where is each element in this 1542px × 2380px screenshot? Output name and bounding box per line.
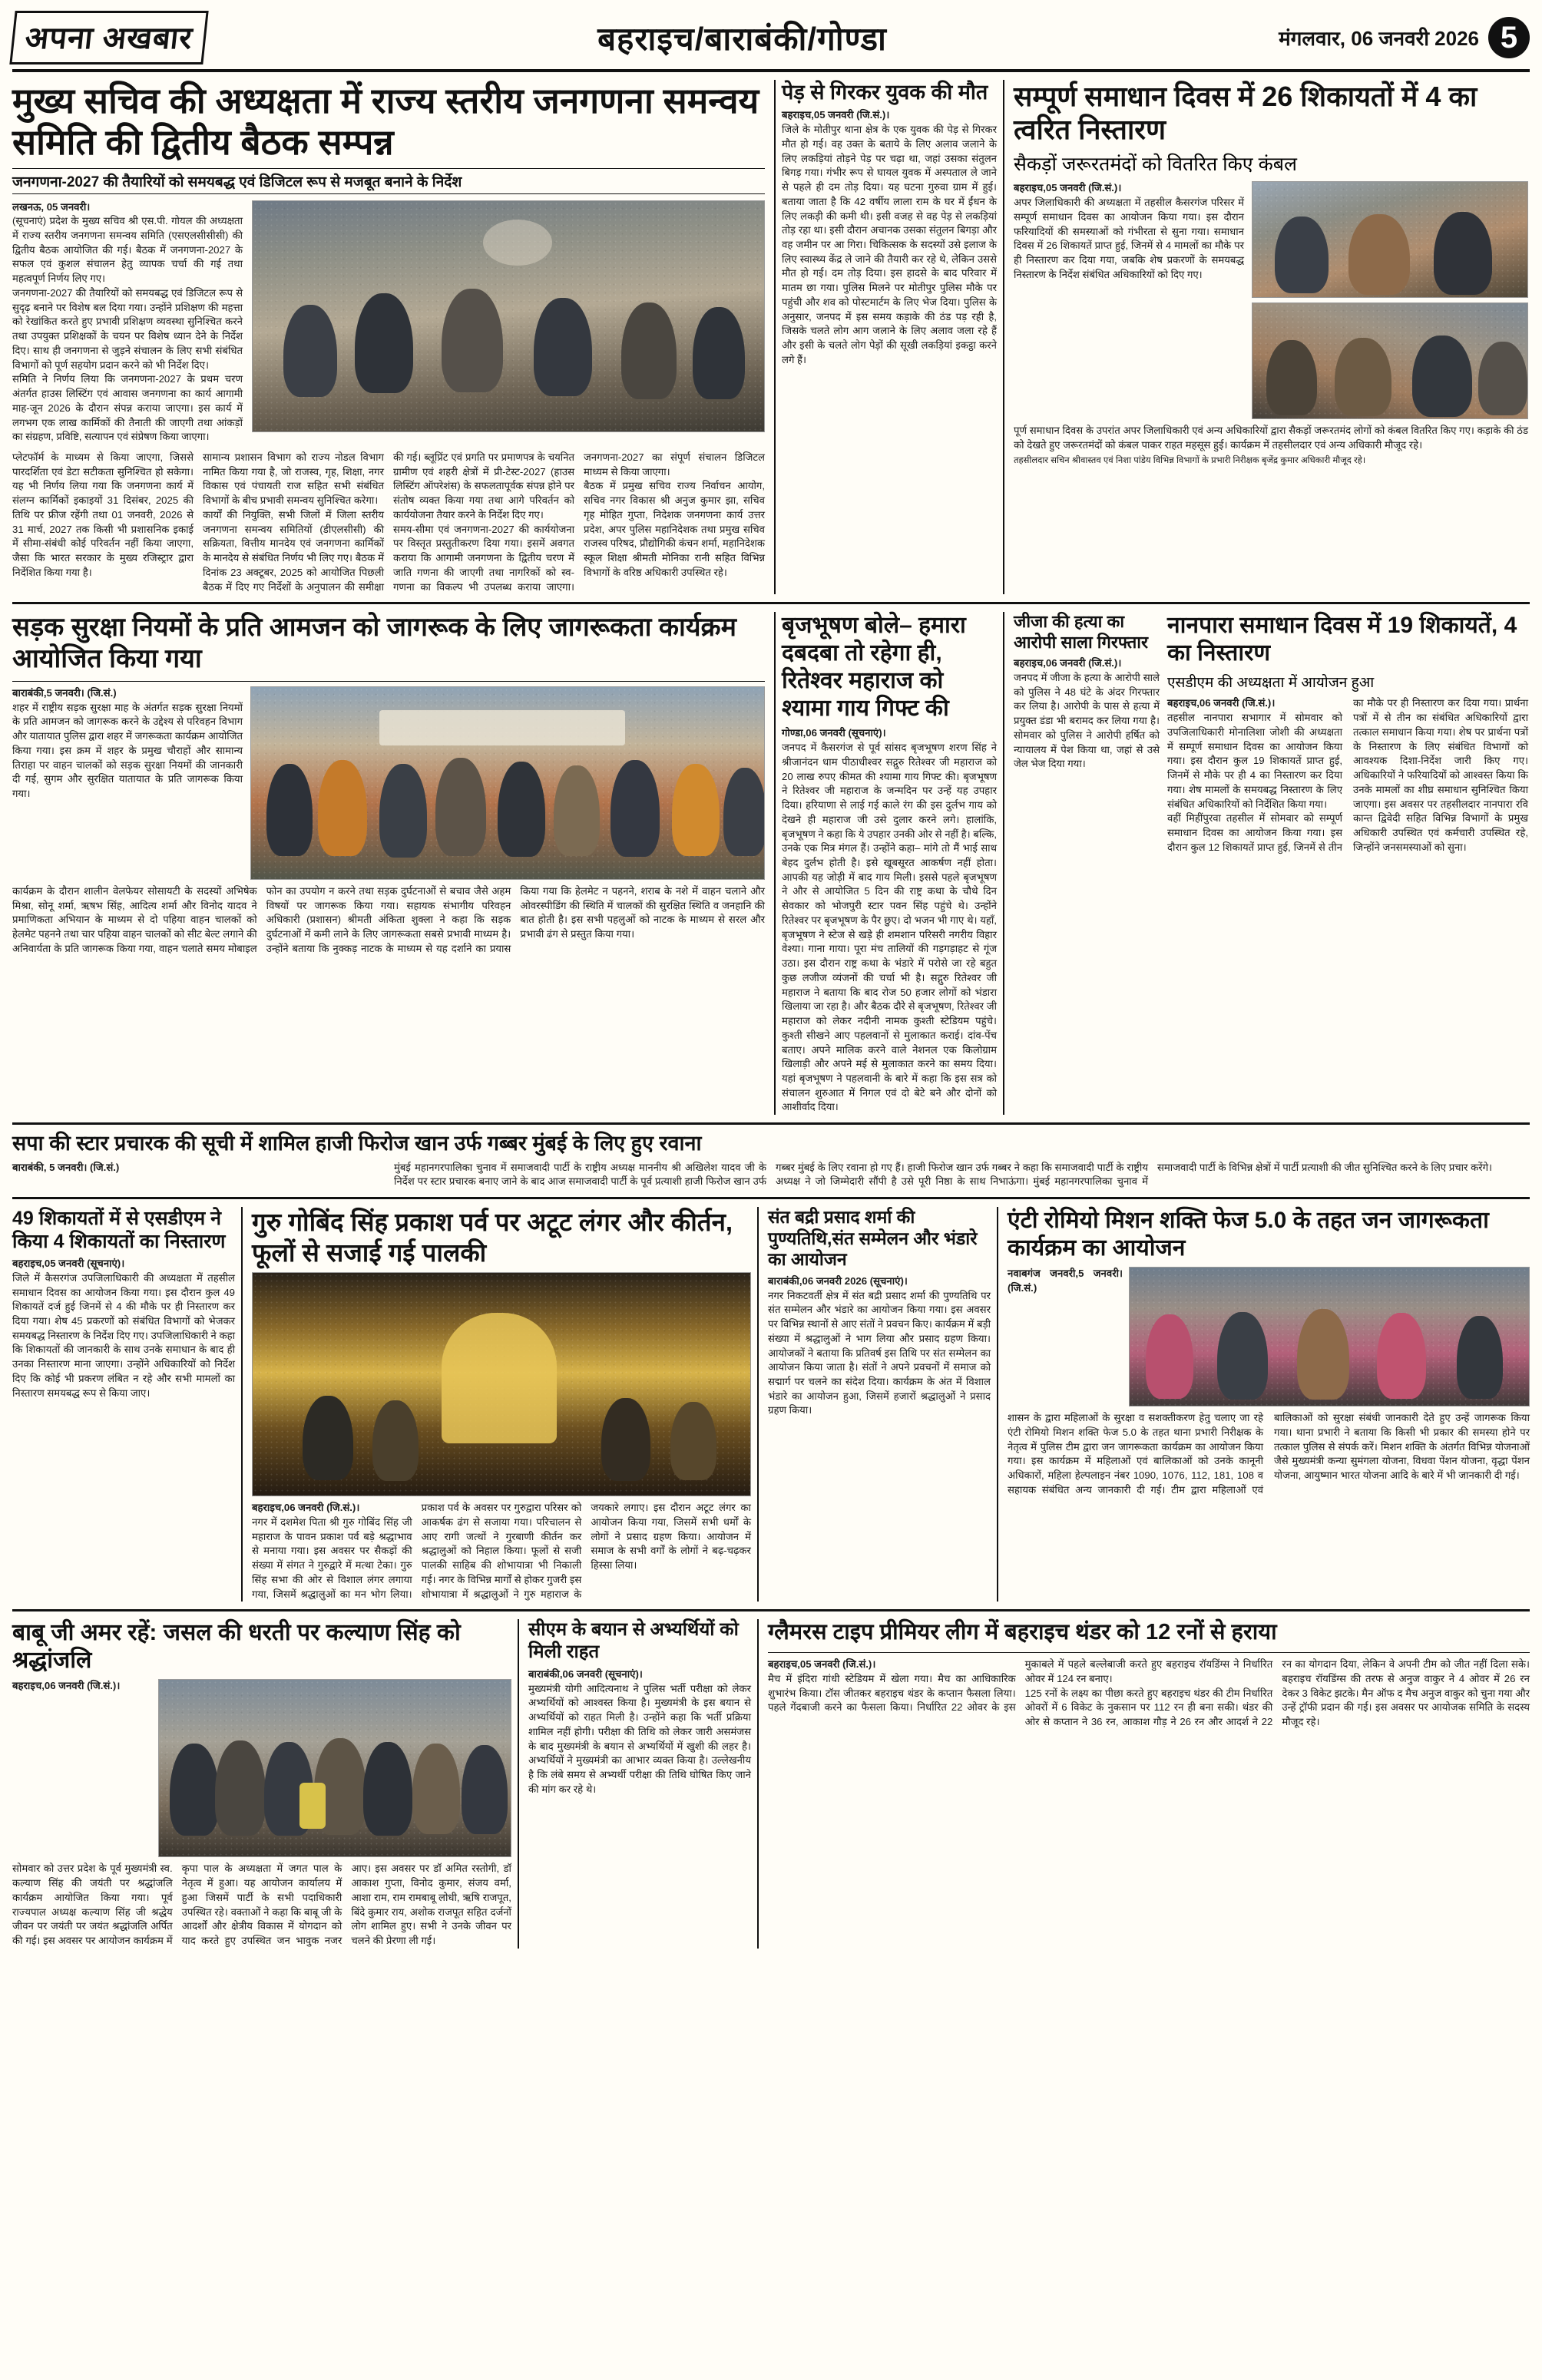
samadhan-dateline: बहराइच,05 जनवरी (जि.सं.)।: [1014, 182, 1122, 194]
murder-headline: जीजा की हत्या का आरोपी साला गिरफ्तार: [1014, 612, 1148, 652]
samadhan-caption: तहसीलदार सचिन श्रीवास्तव एवं निशा पांडेय विभिन्न विभागों के प्रभारी निरीक्षक बृजेंद्र कुमार अधिकारी मौजूद रहे।: [1014, 455, 1366, 465]
article-cricket: [768, 1619, 1530, 1948]
photo-road-safety-rally: [250, 686, 765, 880]
article-cm-statement: [528, 1619, 759, 1948]
sdm-dateline: बहराइच,05 जनवरी (सूचनाएं)।: [12, 1258, 125, 1270]
babuji-dateline: बहराइच,06 जनवरी (जि.सं.)।: [12, 1680, 121, 1692]
tree-death-body: जिले के मोतीपुर थाना क्षेत्र के एक युवक की पेड़ से गिरकर मौत हो गई। वह उक्त के बताये के लिए अलाव जलाने के लिए लकड़ियां तोड़ने पेड़ पर चढ़ा था, जहां उसका संतुलन बिगड़ गया। गंभीर रूप से घायल युवक में अस्पताल ले जाने से पहले ही दम तोड़ दिया। यह घटना गुरुवा ग्राम में हुई। बताया जाता है कि 42 वर्षीय लाला राम के घर में ईंधन के लिए लकड़ी की कमी थी। इसी वजह से वह पेड़ से लकड़ियां तोड़ रहा था। इसी दौरान अचानक उसका संतुलन बिगड़ा और वह जमीन पर आ गिरा। चिकित्सक के सदस्यों उसे इलाज के लिए स्वास्थ्य केंद्र ले जाने की तैयारी कर रहे थे, लेकिन उससे मौत हो गई। दम तोड़ दिया। इस हादसे के बाद परिवार में मातम छा गया। पुलिस मिलने पर मोतीपुर पुलिस मौके पर पहुंची और शव को पोस्टमार्टम के लिए भेज दिया। पुलिस के अनुसार, जनपद में इस समय कड़ाके की ठंड पड़ रही है, जिसके चलते लोग आग जलाने के लिए अलाव जला रहे हैं और इसी के चलते लोग पेड़ों की सूखी लकड़ियां इकट्ठा करने लगे हैं।: [782, 124, 997, 365]
brijbhushan-body: जनपद में कैसरगंज से पूर्व सांसद बृजभूषण शरण सिंह ने श्रीजानंदन धाम पीठाधीश्वर सद्गुरु रितेश्वर जी महाराज को 20 लाख रुपए कीमत की श्यामा गाय गिफ्ट की। बृजभूषण ने रितेश्वर जी महाराज के जन्मदिन पर उन्हें यह उपहार दिया। हरियाणा से लाई गई काले रंग की इस दुर्लभ गाय को देखने ही महाराज जी उसे दुलार करने लगे। हालांकि, बृजभूषण ने कहा कि ये उपहार उनकी ओर से नहीं है। बल्कि, उनके एक मित्र मंगल हैं। उन्होंने कहा– मांगे तो मैं भाई साथ बेहद दुर्लभ होती है। इसे खूबसूरत आकर्षण नहीं होता। आपकी यह जोड़ी में बाद गाय मिली। इससे पहले बृजभूषण ने और से आयोजित 5 दिन की राष्ट्र कथा के चौथे दिन सेवकार को भोजपुरी स्टार पवन सिंह पहुंचे थे। उन्होंने रितेश्वर पर बृजभूषण के पैर छुए। दो भजन भी गाए थे। यहाँ, बृजभूषण ने स्टेज से खड़े ही शमशान परिसरी नगरीय विहार वेश्या। गाना गाया। पूरा मंच तालियों की गड़गड़ाहट से गूंज उठा। इस दौरान राष्ट्र कथा के भंडारे में परोसे जा रहे बहुत कुछ लजीज व्यंजनों की चर्चा भी है। सद्गुरु रितेश्वर जी महाराज ने बताया कि बाद रोज 50 हजार लोगों को भंडारा खिलाया जा रहा है। और बैठक दौरे से बृजभूषण, रितेश्वर जी महाराज को लेकर नदीनी नामक कुश्ती स्टेडियम पहुंचे। कुश्ती सीखने आए पहलवानों से मुलाकात कराई। दांव-पेंच बताए। अपने मालिक करने वाले नेशनल एक किलोग्राम खिलाड़ी और अपने मई से मुलाकात करने का समय दिया। यहां बृजभूषण ने पहलवानी के बारे में कहा कि इस सत्र को संचालन शुरुआत में निगल एवं दो बेटे बने और दोनों को आशीर्वाद दिया।: [782, 742, 997, 1113]
divider: [12, 1122, 1530, 1125]
photo-figures: [251, 687, 764, 879]
spacer-left: [12, 612, 765, 1115]
article-nanpara: [1167, 612, 1528, 854]
sp-star-body: मुंबई महानगरपालिका चुनाव में समाजवादी पार्टी के राष्ट्रीय अध्यक्ष माननीय श्री अखिलेश यादव जी के निर्देश पर स्टार प्रचारक बनाए जाने के बाद आज समाजवादी पार्टी के पूर्व प्रत्याशी हाजी फिरोज खान उर्फ गब्बर मुंबई के लिए रवाना हो गए हैं। हाजी फिरोज खान उर्फ गब्बर ने कहा कि समाजवादी पार्टी के राष्ट्रीय अध्यक्ष ने जो जिम्मेदारी सौंपी है उसे पूरी निष्ठा के साथ निभाऊंगा। मुंबई महानगरपालिका चुनाव में समाजवादी पार्टी के विभिन्न क्षेत्रों में पार्टी प्रत्याशी की जीत सुनिश्चित करने के लिए प्रचार करेंगे।: [394, 1161, 1493, 1188]
census-headline: मुख्य सचिव की अध्यक्षता में राज्य स्तरीय जनगणना समन्वय समिति की द्वितीय बैठक सम्पन्न: [12, 81, 759, 163]
sant-body: नगर निकटवर्ती क्षेत्र में संत बद्री प्रसाद शर्मा की पुण्यतिथि पर संत सम्मेलन और भंडारे का आयोजन किया गया। इस अवसर पर विभिन्न स्थानों से आए संतों ने प्रवचन किए। कार्यक्रम में बड़ी संख्या में श्रद्धालुओं ने भाग लिया और प्रसाद ग्रहण किया। आयोजकों ने बताया कि प्रतिवर्ष इस तिथि पर संत सम्मेलन का आयोजन किया जाता है। संतों ने अपने प्रवचनों में समाज को सद्मार्ग पर चलने का संदेश दिया। कार्यक्रम के अंत में विशाल भंडारे का आयोजन हुआ, जिसमें हजारों श्रद्धालुओं ने प्रसाद ग्रहण किया।: [768, 1289, 991, 1416]
sp-star-dateline: बाराबंकी, 5 जनवरी। (जि.सं.): [12, 1161, 120, 1173]
cricket-dateline: बहराइच,05 जनवरी (जि.सं.)।: [768, 1658, 876, 1671]
photo-census-meeting: [252, 200, 765, 432]
nanpara-subhead: एसडीएम की अध्यक्षता में आयोजन हुआ: [1167, 675, 1375, 692]
census-body-3: समिति ने निर्णय लिया कि जनगणना-2027 के प्रथम चरण अंतर्गत हाउस लिस्टिंग एवं आवास जनगणना का कार्य आगामी माह-जून 2026 के दौरान संपन्न कराया जाएगा। इस कार्य में लगभग एक लाख कार्मिकों की तैनाती की जाएगी तथा आंकड़ों का संग्रहण, प्रविष्टि, सत्यापन एवं संप्रेषण किया जाएगा।: [12, 373, 243, 443]
road-safety-dateline: बाराबंकी,5 जनवरी। (जि.सं.): [12, 686, 117, 699]
murder-dateline: बहराइच,06 जनवरी (जि.सं.)।: [1014, 657, 1122, 669]
cm-statement-headline: सीएम के बयान से अभ्यर्थियों को मिली राहत: [528, 1619, 739, 1663]
article-anti-romeo: [1008, 1207, 1530, 1602]
article-census: [12, 80, 765, 594]
newspaper-logo: अपना अखबार: [9, 11, 208, 64]
photo-mission-shakti: [1129, 1267, 1530, 1407]
publication-date: मंगलवार, 06 जनवरी 2026: [1279, 27, 1479, 50]
photo-shraddhanjali-group: [158, 1679, 511, 1857]
anti-romeo-body: शासन के द्वारा महिलाओं के सुरक्षा व सशक्तीकरण हेतु चलाए जा रहे एंटी रोमियो मिशन शक्ति फेज 5.0 के तहत थाना प्रभारी निरीक्षक के नेतृत्व में पुलिस टीम द्वारा जन जागरूकता कार्यक्रम का आयोजन किया गया। इस कार्यक्रम में महिलाओं एवं बालिकाओं को उनके कानूनी अधिकारों, महिला हेल्पलाइन नंबर 1090, 1076, 112, 181, 108 व सहायक संबंधित अन्य जानकारी दी गई। टीम द्वारा महिलाओं एवं बालिकाओं को सुरक्षा संबंधी जानकारी देते हुए उन्हें जागरूक किया गया। थाना प्रभारी ने बताया कि किसी भी प्रकार की समस्या होने पर तत्काल पुलिस से संपर्क करें। मिशन शक्ति के अंतर्गत विभिन्न योजनाओं जैसे मुख्यमंत्री कन्या सुमंगला योजना, विधवा पेंशन योजना, वृद्धा पेंशन योजना, आयुष्मान भारत योजना आदि के बारे में भी जानकारी दी गई।: [1008, 1412, 1530, 1496]
photo-figures: [1252, 303, 1527, 418]
sdm-body: जिले में कैसरगंज उपजिलाधिकारी की अध्यक्षता में तहसील समाधान दिवस का आयोजन किया गया। इस दौरान कुल 49 शिकायतें दर्ज हुई जिनमें से 4 की मौके पर ही निस्तारण कर दिया गया। शेष 45 प्रकरणों को संबंधित विभागों को भेजकर समयबद्ध निस्तारण के निर्देश दिए गए। उपजिलाधिकारी ने कहा कि शिकायतों की जानकारी के साथ उनके समाधान के बाद ही उनका निस्तारण माना जाएगा। उन्होंने अधिकारियों को निर्देश दिए कि कोई भी प्रकरण लंबित न रहे और सभी मामलों का निस्तारण समयबद्ध रूप से किया जाए।: [12, 1271, 235, 1399]
cricket-body-1: मैच में इंदिरा गांधी स्टेडियम में खेला गया। मैच का आधिकारिक शुभारंभ किया। टॉस जीतकर बहराइच थंडर के कप्तान फैसला लिया। पहले गेंदबाजी करने का फैसला किया। निर्धारित 22 ओवर के इस मुकाबले में पहले बल्लेबाजी करते हुए बहराइच रॉयडिंग्स ने निर्धारित ओवर में 124 रन बनाए।: [768, 1658, 1273, 1714]
census-body-6: कार्यों की नियुक्ति, सभी जिलों में जिला स्तरीय जनगणना समन्वय समितियों (डीएलसीसी) की सक्रियता, वित्तीय मानदेय एवं जनगणना कार्मिकों के मानदेय से संबंधित निर्णय भी लिए गए। बैठक में दिनांक 23 अक्टूबर, 2025 को आयोजित पिछली बैठक में दिए गए निर्देशों के अनुपालन की समीक्षा की गई। ब्लूप्रिंट एवं प्रगति पर प्रमाणपत्र के चयनित ग्रामीण एवं शहरी क्षेत्रों में प्री-टेस्ट-2027 (हाउस लिस्टिंग ऑपरेशंस) के सफलतापूर्वक संपन्न होने पर संतोष व्यक्त किया गया तथा आगे परिवर्तन को कार्ययोजना तैयार करने के निर्देश दिए गए।: [203, 451, 574, 593]
samadhan-body-1: अपर जिलाधिकारी की अध्यक्षता में तहसील कैसरगंज परिसर में सम्पूर्ण समाधान दिवस का आयोजन किया गया। इस दौरान फरियादियों की समस्याओं को गंभीरता से सुना गया। समाधान दिवस में 26 शिकायतें प्राप्त हुई, जिनमें से 4 मामलों का मौके पर ही निस्तारण कर दिया गया, जबकि शेष प्रकरणों के समयबद्ध निस्तारण के निर्देश संबंधित अधिकारियों को दिए गए।: [1014, 197, 1244, 280]
article-sp-star: [12, 1131, 1530, 1189]
divider: [12, 1609, 1530, 1611]
samadhan-body-2: पूर्ण समाधान दिवस के उपरांत अपर जिलाधिकारी एवं अन्य अधिकारियों द्वारा सैकड़ों जरूरतमंद लोगों को कंबल वितरित किए गए। कड़ाके की ठंड को देखते हुए जरूरतमंदों को कंबल पाकर राहत महसूस हुई। कार्यक्रम में तहसीलदार एवं अन्य अधिकारी मौजूद रहे।: [1014, 425, 1528, 451]
anti-romeo-dateline: नवाबगंज जनवरी,5 जनवरी। (जि.सं.): [1008, 1268, 1123, 1294]
cricket-headline: ग्लैमरस टाइप प्रीमियर लीग में बहराइच थंडर को 12 रनों से हराया: [768, 1620, 1277, 1645]
sant-dateline: बाराबंकी,06 जनवरी 2026 (सूचनाएं)।: [768, 1274, 908, 1287]
tree-death-dateline: बहराइच,05 जनवरी (जि.सं.)।: [782, 109, 890, 121]
tree-death-headline: पेड़ से गिरकर युवक की मौत: [782, 81, 988, 104]
masthead: [12, 11, 1530, 72]
band-four: [12, 1619, 1530, 1948]
census-body-5: सामान्य प्रशासन विभाग को राज्य नोडल विभाग नामित किया गया है, जो राजस्व, गृह, शिक्षा, नगर विकास एवं पंचायती राज सहित सभी संबंधित विभागों के बीच प्रभावी समन्वय सुनिश्चित करेगा।: [203, 451, 384, 507]
article-murder: [1014, 612, 1160, 854]
census-body-7: समय-सीमा एवं जनगणना-2027 की कार्ययोजना पर विस्तृत प्रस्तुतीकरण दिया गया। इसमें अवगत कराया कि आगामी जनगणना के द्वितीय चरण में जाति गणना की जाएगी तथा नागरिकों को स्व-गणना का विकल्प भी उपलब्ध कराया जाएगा। जनगणना-2027 का संपूर्ण संचालन डिजिटल माध्यम से किया जाएगा।: [393, 451, 765, 593]
samadhan-headline: सम्पूर्ण समाधान दिवस में 26 शिकायतों में 4 का त्वरित निस्तारण: [1014, 81, 1477, 146]
brijbhushan-dateline: गोण्डा,06 जनवरी (सूचनाएं)।: [782, 727, 886, 739]
sant-headline: संत बद्री प्रसाद शर्मा की पुण्यतिथि,संत सम्मेलन और भंडारे का आयोजन: [768, 1207, 978, 1270]
photo-figures: [159, 1680, 511, 1856]
article-langar: [252, 1207, 759, 1602]
article-sant: [768, 1207, 998, 1602]
photo-blanket-distribution-2: [1252, 302, 1528, 419]
road-safety-body-1: शहर में राष्ट्रीय सड़क सुरक्षा माह के अंतर्गत सड़क सुरक्षा नियमों के प्रति आमजन को जागरूक करने के उद्देश्य से परिवहन विभाग और यातायात पुलिस द्वारा शहर में जगरूकता कार्यक्रम आयोजित किया गया। इस क्रम में शहर के प्रमुख चौराहों और सामान्य तिराहा पर वाहन चालकों को सड़क सुरक्षा नियमों की जानकारी दी गई, सुगम और सुरक्षित यातायात के प्रति जागरूक किया गया।: [12, 701, 243, 800]
sp-star-headline: सपा की स्टार प्रचारक की सूची में शामिल हाजी फिरोज खान उर्फ गब्बर मुंबई के लिए हुए रवाना: [12, 1132, 702, 1155]
census-body-8: बैठक में प्रमुख सचिव राज्य निर्वाचन आयोग, सचिव नगर विकास श्री अनुज कुमार झा, सचिव गृह मोहित गुप्ता, निदेशक जनगणना कार्य उत्तर प्रदेश, अपर पुलिस महानिदेशक तथा प्रमुख सचिव राजस्व परिषद, प्रौद्योगिकी कंचन शर्मा, महानिदेशक स्कूल शिक्षा श्रीमती मोनिका रानी सहित विभिन्न विभागों के वरिष्ठ अधिकारी उपस्थित रहे।: [584, 480, 765, 578]
date-block: [1279, 17, 1530, 58]
langar-headline: गुरु गोबिंद सिंह प्रकाश पर्व पर अटूट लंगर और कीर्तन, फूलों से सजाई गई पालकी: [252, 1208, 733, 1267]
photo-figures: [253, 1273, 750, 1496]
nanpara-dateline: बहराइच,06 जनवरी (जि.सं.)।: [1167, 697, 1276, 709]
band-three: [12, 1207, 1530, 1602]
photo-gurudwara-palki: [252, 1272, 751, 1496]
census-body-2: जनगणना-2027 की तैयारियों को समयबद्ध एवं डिजिटल रूप से सुदृढ़ बनाने पर विशेष बल दिया गया। उन्होंने प्रशिक्षण की महत्ता को रेखांकित करते हुए प्रभावी प्रशिक्षण व्यवस्था सुनिश्चित करने तथा उपयुक्त प्रशिक्षकों के चयन पर विशेष ध्यान देने के निर्देश दिए। साथ ही जनगणना से जुड़ने संचालन के लिए सभी संबंधित विभागों को पूर्ण सहयोग प्रदान करने को भी निर्देश दिए।: [12, 286, 243, 371]
langar-body: नगर में दशमेश पिता श्री गुरु गोबिंद सिंह जी महाराज के पावन प्रकाश पर्व बड़े श्रद्धाभाव से मनाया गया। इस अवसर पर सैकड़ों की संख्या में संगत ने गुरुद्वारे में मत्था टेका। गुरु सिंह सभा की ओर से विशाल लंगर लगाया गया, जिसमें श्रद्धालुओं का मन भोग लिया। प्रकाश पर्व के अवसर पर गुरुद्वारा परिसर को आकर्षक ढंग से सजाया गया। परिचालन से आए रागी जत्थों ने गुरबाणी कीर्तन कर श्रद्धालुओं को निहाल किया। फूलों से सजी पालकी साहिब की शोभायात्रा भी निकाली गई। नगर के विभिन्न मार्गों से होकर गुजरी इस शोभायात्रा में श्रद्धालुओं ने गुरु महाराज के जयकारे लगाए। इस दौरान अटूट लंगर का आयोजन किया गया, जिसमें सभी धर्मों के लोगों ने प्रसाद ग्रहण किया। आयोजन में समाज के सभी वर्गों के लोगों ने बढ़-चढ़कर हिस्सा लिया।: [252, 1502, 751, 1600]
road-safety-body-2: कार्यक्रम के दौरान शालीन वेलफेयर सोसायटी के सदस्यों अभिषेक मिश्रा, सोनू शर्मा, ऋषभ सिंह, आदित्य शर्मा और विनोद यादव ने प्रमाणिकता अभियान के माध्यम से दो पहिया वाहन चालकों को हेलमेट पहनने तथा चार पहिया वाहन चालकों को सीट बेल्ट लगाने की अनिवार्यता के प्रति जागरूक किया गया, वाहन चलाते समय मोबाइल फोन का उपयोग न करने तथा सड़क दुर्घटनाओं से बचाव जैसे अहम विषयों पर जागरूक किया गया। सहायक संभागीय परिवहन अधिकारी (प्रशासन) श्रीमती अंकिता शुक्ला ने कहा कि सड़क दुर्घटनाओं में कमी लाने के लिए जागरूकता सबसे प्रभावी माध्यम है। उन्होंने बताया कि नुक्कड़ नाटक के माध्यम से यह दर्शाने का प्रयास किया गया कि हेलमेट न पहनने, शराब के नशे में वाहन चलाने और ओवरस्पीडिंग की स्थिति में चालकों की सुरक्षित स्थिति व जनहानि की बात होती है। इस सभी पहलुओं को नाटक के माध्यम से सरल और प्रभावी ढंग से प्रस्तुत किया गया।: [12, 884, 765, 954]
census-subhead: जनगणना-2027 की तैयारियों को समयबद्ध एवं डिजिटल रूप से मजबूत बनाने के निर्देश: [12, 168, 765, 194]
divider: [12, 602, 1530, 604]
article-babuji: [12, 1619, 519, 1948]
article-sdm-nistaran: [12, 1207, 243, 1602]
photo-figures: [1252, 182, 1527, 297]
nanpara-body-1: तहसील नानपारा सभागार में सोमवार को उपजिलाधिकारी मोनालिशा जोशी की अध्यक्षता में सम्पूर्ण समाधान दिवस का आयोजन किया गया। इस दौरान कुल 19 शिकायतें प्राप्त हुई, जिनमें से मौके पर ही 4 का निस्तारण कर दिया गया। शेष मामलों के समयबद्ध निस्तारण के लिए संबंधित अधिकारियों को निर्देशित किया गया।: [1167, 712, 1342, 810]
right-band-two: [1014, 612, 1528, 1115]
anti-romeo-headline: एंटी रोमियो मिशन शक्ति फेज 5.0 के तहत जन जागरूकता कार्यक्रम का आयोजन: [1008, 1208, 1489, 1261]
cricket-body-2: 125 रनों के लक्ष्य का पीछा करते हुए बहराइच थंडर की टीम निर्धारित ओवरों में 6 विकेट के नुकसान पर 112 रन ही बना सकी। थंडर की ओर से कप्तान ने 36 रन, आकाश गौड़ ने 26 रन और आदर्श ने 22 रन का योगदान दिया, लेकिन वे अपनी टीम को जीत नहीं दिला सके। बहराइच रॉयडिंग्स की तरफ से अनुज वाकुर ने 4 ओवर में 26 रन देकर 3 विकेट झटके। मैन ऑफ द मैच अनुज वाकुर को चुना गया और उन्हें ट्रॉफी प्रदान की गई। इस अवसर पर आयोजक समिति के सदस्य मौजूद रहे।: [1024, 1658, 1530, 1728]
article-brijbhushan: [774, 612, 1004, 1115]
article-samadhan: [1014, 80, 1528, 594]
edition-name: बहराइच/बाराबंकी/गोण्डा: [597, 20, 887, 57]
cm-statement-body: मुख्यमंत्री योगी आदित्यनाथ ने पुलिस भर्ती परीक्षा को लेकर अभ्यर्थियों को आश्वस्त किया है। मुख्यमंत्री के इस बयान से अभ्यर्थियों को राहत मिली है। उन्होंने कहा कि भर्ती प्रक्रिया शामिल नहीं होगी। परीक्षा की तिथि को लेकर जारी असमंजस के बाद मुख्यमंत्री के बयान से अभ्यर्थियों में खुशी की लहर है। अभ्यर्थियों ने मुख्यमंत्री का आभार व्यक्त किया है। उल्लेखनीय है कि लंबे समय से अभ्यर्थी परीक्षा की तिथि घोषित किए जाने की मांग कर रहे थे।: [528, 1682, 751, 1795]
sdm-headline: 49 शिकायतों में से एसडीएम ने किया 4 शिकायतों का निस्तारण: [12, 1208, 226, 1253]
cm-statement-dateline: बाराबंकी,06 जनवरी (सूचनाएं)।: [528, 1668, 643, 1680]
census-body-4: प्लेटफॉर्म के माध्यम से किया जाएगा, जिससे पारदर्शिता एवं डेटा सटीकता सुनिश्चित हो सकेगा। यह भी निर्णय लिया गया कि जनगणना कार्य में संलग्न कार्मिकों इकाइयों 31 दिसंबर, 2025 की तिथि पर फ्रीज रहेंगी तथा 01 जनवरी, 2026 से 31 मार्च, 2027 तक किसी भी प्रशासनिक इकाई में सीमा-संबंधी कोई परिवर्तन नहीं किया जाएगा, जैसा कि भारत सरकार के मुख्य रजिस्ट्रार द्वारा निर्देशित किया गया है।: [12, 451, 194, 578]
photo-figures: [1130, 1268, 1529, 1406]
road-safety-headline: सड़क सुरक्षा नियमों के प्रति आमजन को जागरूक के लिए जागरूकता कार्यक्रम आयोजित किया गया: [12, 613, 736, 674]
photo-blanket-distribution-1: [1252, 181, 1528, 298]
divider: [12, 1197, 1530, 1199]
babuji-body: सोमवार को उत्तर प्रदेश के पूर्व मुख्यमंत्री स्व. कल्याण सिंह की जयंती पर श्रद्धांजलि कार्यक्रम आयोजित किया गया। पूर्व राज्यपाल अध्यक्ष कल्याण सिंह जी श्रद्धेय जीवन पर जयंती पर जयंत श्रद्धांजलि अर्पित की गई। इस अवसर पर आयोजन कार्यक्रम में कृपा पाल के अध्यक्षता में जगत पाल के नेतृत्व में हुआ। यह आयोजन कार्यालय में हुआ जिसमें पार्टी के सभी पदाधिकारी उपस्थित रहे। वक्ताओं ने कहा कि बाबू जी के आदर्शों और क्षेत्रीय विकास में योगदान को याद करते हुए उपस्थित जन भावुक नजर आए। इस अवसर पर डॉ अमित रस्तोगी, डॉ आकाश गुप्ता, विनोद कुमार, संजय वर्मा, आशा राम, राम रामबाबू लोधी, ऋषि राजपूत, बिंदे कुमार राय, अशोक राजपूत सहित दर्जनों लोग शामिल हुए। सभी ने उनके जीवन पर चलने की प्रेरणा ली गई।: [12, 1863, 511, 1947]
brijbhushan-headline: बृजभूषण बोले– हमारा दबदबा तो रहेगा ही, रितेश्वर महाराज को श्यामा गाय गिफ्ट की: [782, 613, 966, 722]
photo-figures: [253, 201, 764, 431]
langar-dateline: बहराइच,06 जनवरी (जि.सं.)।: [252, 1502, 360, 1514]
top-band: [12, 80, 1530, 594]
page-number: 5: [1488, 17, 1530, 58]
divider: [12, 681, 765, 682]
babuji-headline: बाबू जी अमर रहें: जसल की धरती पर कल्याण सिंह को श्रद्धांजलि: [12, 1620, 461, 1674]
nanpara-body-2: वहीं मिहींपुरवा तहसील में सोमवार को सम्पूर्ण समाधान दिवस का आयोजन किया गया। इस दौरान कुल 12 शिकायतें प्राप्त हुई, जिनमें से तीन का मौके पर ही निस्तारण कर दिया गया। प्रार्थना पत्रों में से तीन का संबंधित अधिकारियों द्वारा तत्काल समाधान किया गया। शेष पर प्रार्थना पत्रों के निस्तारण के लिए संबंधित विभागों को आवश्यक दिशा-निर्देश जारी किए गए। अधिकारियों ने फरियादियों को आश्वस्त किया कि उनके मामलों का शीघ्र समाधान सुनिश्चित किया जाएगा। इस अवसर पर तहसीलदार नानपारा रवि कान्त द्विवेदी सहित विभिन्न विभागों के प्रमुख अधिकारी उपस्थित एवं कर्मचारी उपस्थित रहे, जिन्होंने जनसमस्याओं को सुना।: [1167, 697, 1528, 853]
samadhan-subhead: सैकड़ों जरूरतमंदों को वितरित किए कंबल: [1014, 154, 1298, 176]
murder-body: जनपद में जीजा के हत्या के आरोपी साले को पुलिस ने 48 घंटे के अंदर गिरफ्तार कर लिया है। आरोपी के पास से हत्या में प्रयुक्त डंडा भी बरामद कर लिया गया है। सोमवार को पुलिस ने आरोपी हर्षित को न्यायालय में पेश किया था, जहां से उसे जेल भेज दिया गया।: [1014, 671, 1160, 770]
census-body-1: (सूचनाएं) प्रदेश के मुख्य सचिव श्री एस.पी. गोयल की अध्यक्षता में राज्य स्तरीय जनगणना समन्वय समिति (एसएलसीसीसी) की द्वितीय बैठक आयोजित की गई। बैठक में जनगणना-2027 के सफल एवं कुशल संचालन हेतु व्यापक चर्चा की गई तथा महत्वपूर्ण निर्णय लिए गए।: [12, 215, 243, 285]
nanpara-headline: नानपारा समाधान दिवस में 19 शिकायतें, 4 का निस्तारण: [1167, 613, 1517, 666]
census-dateline: लखनऊ, 05 जनवरी।: [12, 200, 91, 213]
divider: [768, 1652, 1530, 1653]
article-tree-death: [774, 80, 1004, 594]
band-two: [12, 612, 1530, 1115]
